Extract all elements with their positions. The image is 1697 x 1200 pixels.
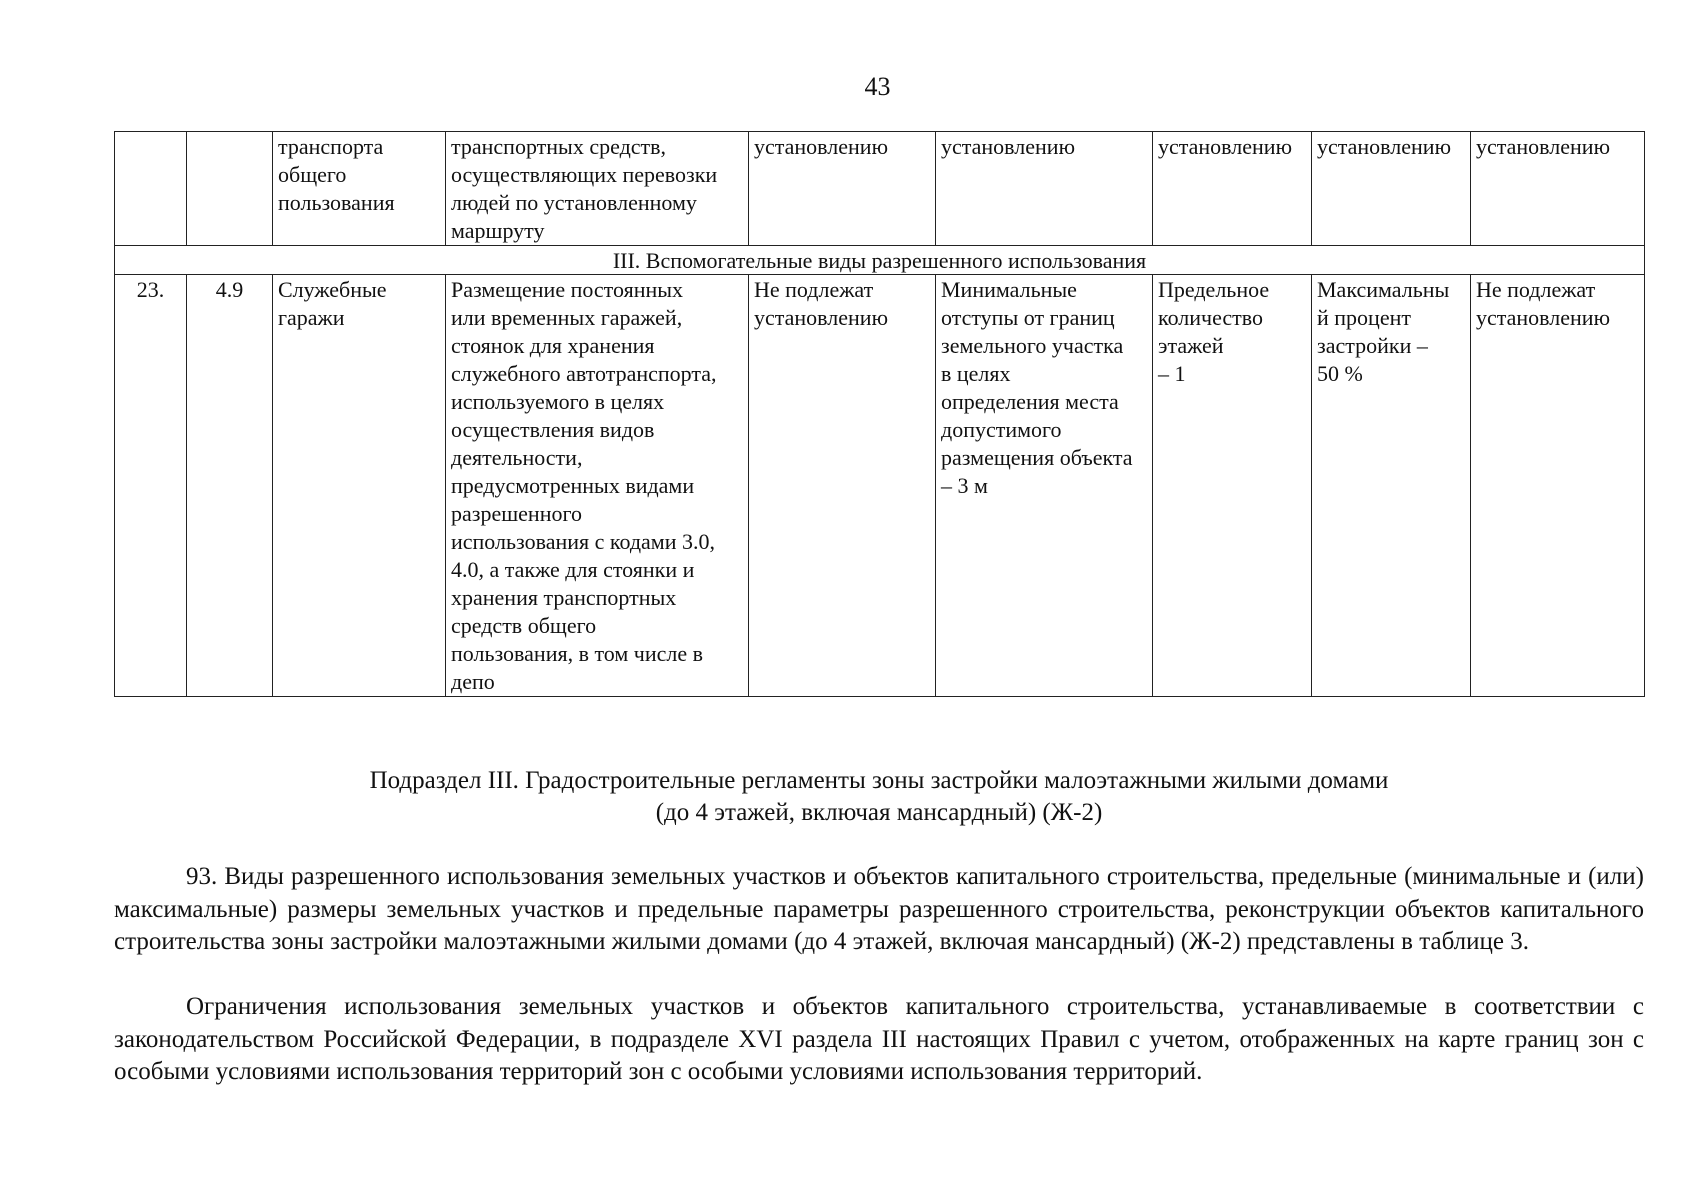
regulations-table: [114, 131, 1645, 697]
subsection-title: [114, 765, 1644, 829]
table-section-row: [115, 246, 1645, 275]
table-cell-num: 23.: [115, 275, 187, 697]
table-cell-description: транспортных средств, осуществляющих перевозки людей по установленному маршруту: [446, 132, 749, 246]
table-cell-num: [115, 132, 187, 246]
table-cell-param-1: установлению: [749, 132, 936, 246]
table-cell-param-2: установлению: [936, 132, 1153, 246]
table-cell-param-5: Не подлежат установлению: [1471, 275, 1645, 697]
table-cell-param-2: Минимальные отступы от границ земельного участка в целях определения места допустимого размещения объекта – 3 м: [936, 275, 1153, 697]
table-cell-param-3: установлению: [1153, 132, 1312, 246]
table-cell-name: Служебные гаражи: [273, 275, 446, 697]
paragraph-restrictions: Ограничения использования земельных участков и объектов капитального строительства, устанавливаемые в соответствии с законодательством Российской Федерации, в подразделе XVI раздела III настоящих Правил с учетом, отображенных на карте границ зон с особыми условиями использования территорий зон с особыми условиями использования территорий.: [114, 993, 1644, 1085]
table-cell-code: [187, 132, 273, 246]
table-cell-code: 4.9: [187, 275, 273, 697]
table-cell-name: транспорта общего пользования: [273, 132, 446, 246]
subsection-title-line-2: (до 4 этажей, включая мансардный) (Ж-2): [655, 799, 1103, 826]
table-cell-param-4: установлению: [1312, 132, 1471, 246]
table-cell-param-1: Не подлежат установлению: [749, 275, 936, 697]
table-cell-param-5: установлению: [1471, 132, 1645, 246]
regulations-table-container: [114, 131, 1644, 697]
table-row: [115, 275, 1645, 697]
table-cell-param-4: Максимальны й процент застройки – 50 %: [1312, 275, 1471, 697]
page-number: 43: [864, 72, 891, 101]
table-row: [115, 132, 1645, 246]
section-header: III. Вспомогательные виды разрешенного использования: [115, 246, 1645, 275]
table-cell-description: Размещение постоянных или временных гаражей, стоянок для хранения служебного автотранспорта, используемого в целях осуществления видов деятельности, предусмотренных видами разрешенного использования с кодами 3.0, 4.0, а также для стоянки и хранения транспортных средств общего пользования, в том числе в депо: [446, 275, 749, 697]
paragraph-93: 93. Виды разрешенного использования земельных участков и объектов капитального строительства, предельные (минимальные и (или) максимальные) размеры земельных участков и предельные параметры разрешенного строительства, реконструкции объектов капитального строительства зоны застройки малоэтажными жилыми домами (до 4 этажей, включая мансардный) (Ж-2) представлены в таблице 3.: [114, 863, 1644, 955]
subsection-title-line-1: Подраздел III. Градостроительные регламенты зоны застройки малоэтажными жилыми домами: [369, 767, 1389, 794]
table-cell-param-3: Предельное количество этажей – 1: [1153, 275, 1312, 697]
